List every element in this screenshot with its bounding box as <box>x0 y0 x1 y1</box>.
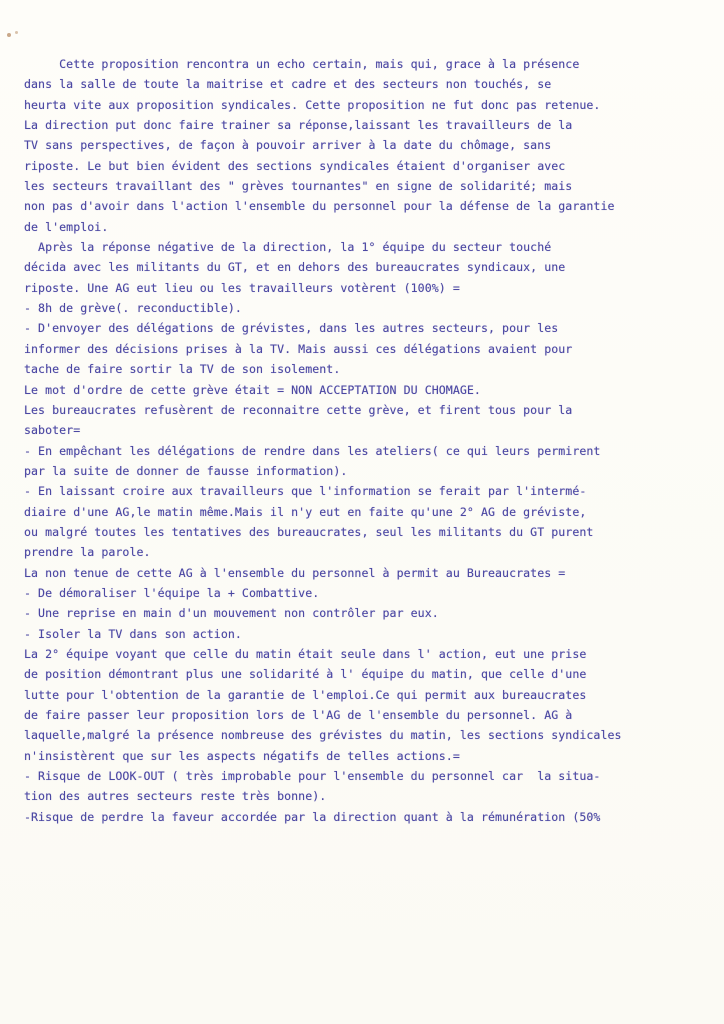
text-line: tache de faire sortir la TV de son isolement. <box>24 362 341 377</box>
text-line: saboter= <box>24 423 81 438</box>
text-line: de position démontrant plus une solidarité à l' équipe du matin, que celle d'une <box>24 667 587 682</box>
text-line: -Risque de perdre la faveur accordée par la direction quant à la rémunération (50% <box>24 809 601 824</box>
text-line: de faire passer leur proposition lors de l'AG de l'ensemble du personnel. AG à <box>24 708 573 722</box>
text-line: de l'emploi. <box>24 219 109 234</box>
text-line: - Isoler la TV dans son action. <box>24 626 242 641</box>
paper-stain <box>15 31 18 34</box>
text-line: dans la salle de toute la maitrise et cadre et des secteurs non touchés, se <box>24 77 552 92</box>
text-line: tion des autres secteurs reste très bonne). <box>24 789 327 804</box>
paper-stain <box>7 33 11 37</box>
text-line: La non tenue de cette AG à l'ensemble du personnel à permit au Bureaucrates = <box>24 565 566 580</box>
text-line: informer des décisions prises à la TV. Mais aussi ces délégations avaient pour <box>24 341 573 356</box>
text-line: La direction put donc faire trainer sa réponse,laissant les travailleurs de la <box>24 118 573 133</box>
text-line: décida avec les militants du GT, et en dehors des bureaucrates syndicaux, une <box>24 260 566 275</box>
text-line: - En laissant croire aux travailleurs que l'information se ferait par l'intermé- <box>24 484 587 499</box>
text-line: - Risque de LOOK-OUT ( très improbable pour l'ensemble du personnel car la situa- <box>24 769 601 784</box>
text-line: - De démoraliser l'équipe la + Combattive. <box>24 585 320 600</box>
text-line: - Une reprise en main d'un mouvement non contrôler par eux. <box>24 606 439 621</box>
text-line: riposte. Le but bien évident des sections syndicales étaient d'organiser avec <box>24 158 566 173</box>
text-line: heurta vite aux proposition syndicales. Cette proposition ne fut donc pas retenue. <box>24 97 601 112</box>
text-line: Le mot d'ordre de cette grève était = NON ACCEPTATION DU CHOMAGE. <box>24 382 481 397</box>
text-line: par la suite de donner de fausse information). <box>24 463 348 478</box>
text-line: Cette proposition rencontra un echo certain, mais qui, grace à la présence <box>24 57 580 71</box>
text-line: lutte pour l'obtention de la garantie de l'emploi.Ce qui permit aux bureaucrates <box>24 687 587 702</box>
text-line: - En empêchant les délégations de rendre dans les ateliers( ce qui leurs permirent <box>24 443 601 458</box>
text-line: les secteurs travaillant des " grèves tournantes" en signe de solidarité; mais <box>24 179 573 194</box>
text-line: riposte. Une AG eut lieu ou les travailleurs votèrent (100%) = <box>24 280 460 295</box>
text-line: - 8h de grève(. reconductible). <box>24 301 242 316</box>
text-line: ou malgré toutes les tentatives des bureaucrates, seul les militants du GT purent <box>24 524 594 539</box>
text-line: n'insistèrent que sur les aspects négatifs de telles actions.= <box>24 748 460 763</box>
text-line: diaire d'une AG,le matin même.Mais il n'y eut en faite qu'une 2° AG de gréviste, <box>24 504 587 519</box>
text-line: - D'envoyer des délégations de grévistes, dans les autres secteurs, pour les <box>24 321 559 336</box>
text-line: Les bureaucrates refusèrent de reconnaitre cette grève, et firent tous pour la <box>24 402 573 417</box>
text-line: Après la réponse négative de la direction, la 1° équipe du secteur touché <box>24 240 552 255</box>
text-line: laquelle,malgré la présence nombreuse des grévistes du matin, les sections syndicales <box>24 728 622 743</box>
text-line: prendre la parole. <box>24 545 151 560</box>
typewritten-text-block <box>24 54 700 827</box>
text-line: La 2° équipe voyant que celle du matin était seule dans l' action, eut une prise <box>24 646 587 661</box>
text-line: TV sans perspectives, de façon à pouvoir arriver à la date du chômage, sans <box>24 138 552 153</box>
text-line: non pas d'avoir dans l'action l'ensemble du personnel pour la défense de la garantie <box>24 199 615 214</box>
